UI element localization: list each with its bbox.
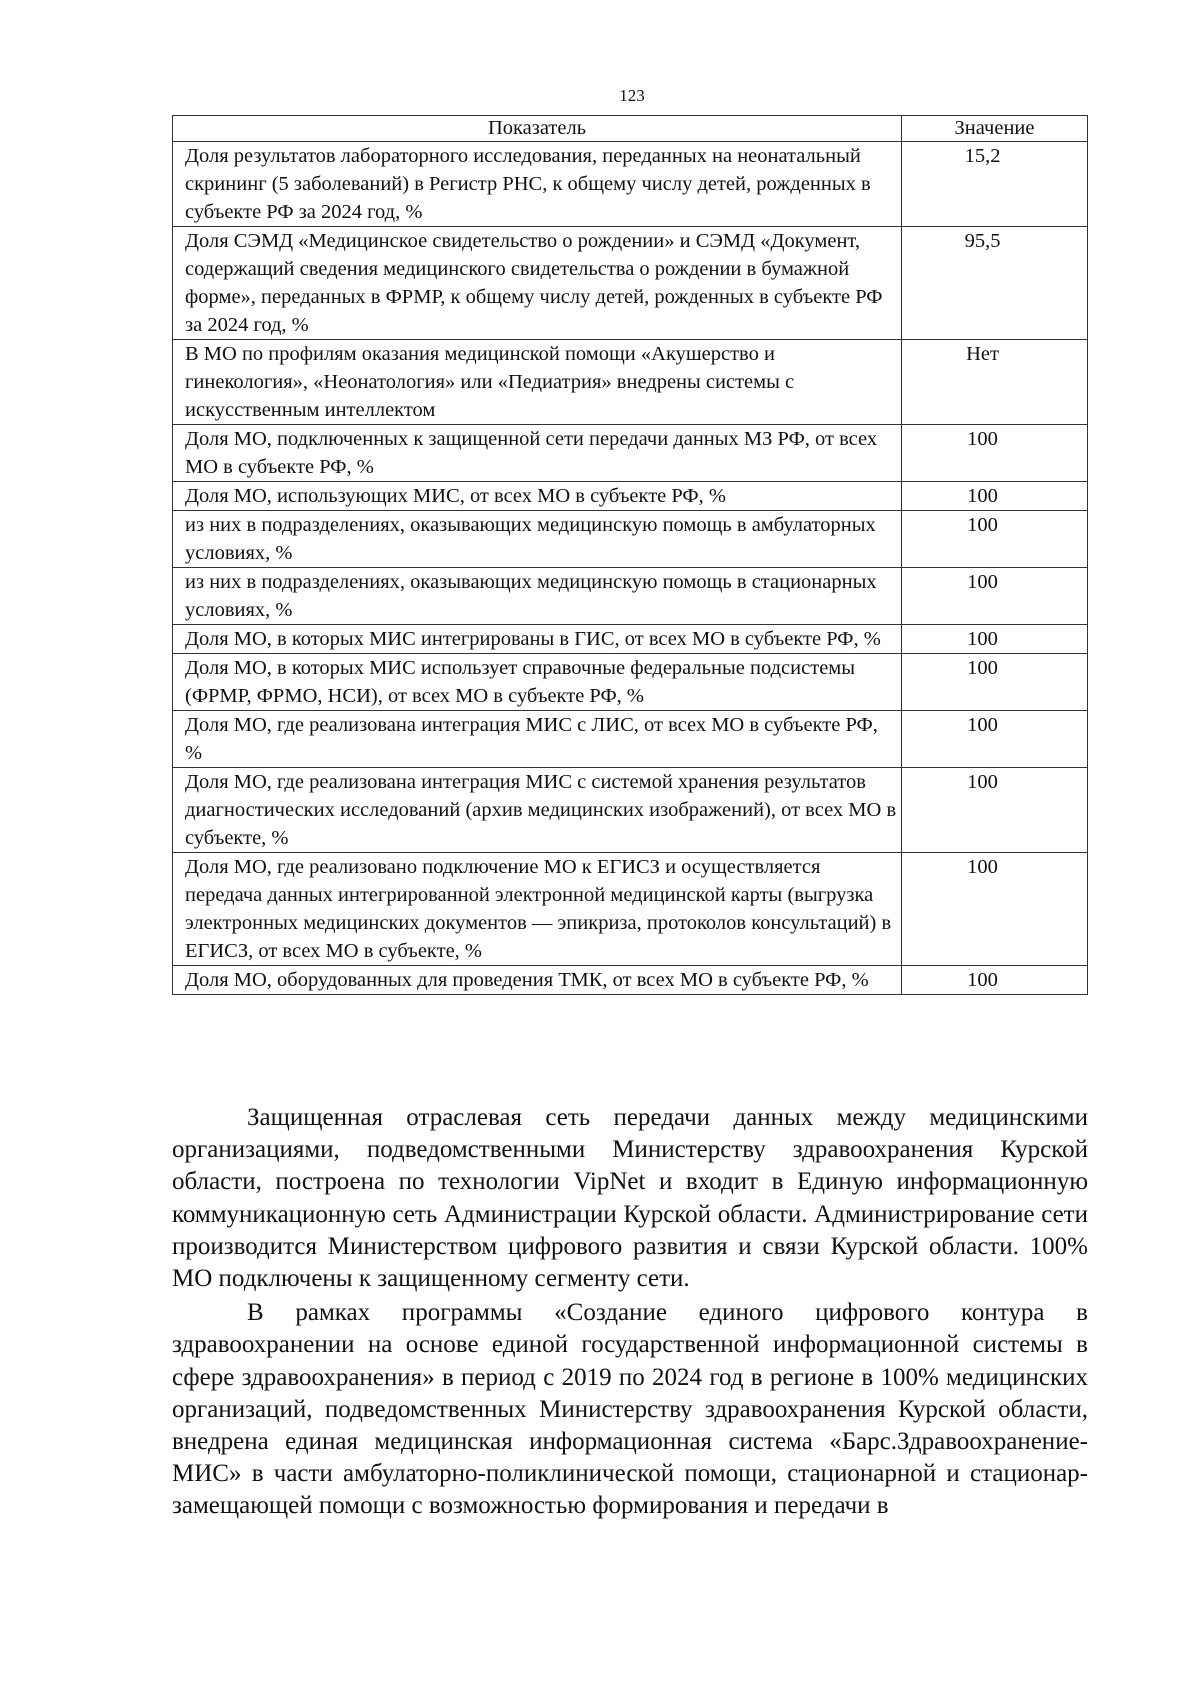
value-cell: 100 [902,625,1088,654]
indicator-cell: Доля МО, в которых МИС использует справочные федеральные подсистемы (ФРМР, ФРМО, НСИ), от всех МО в субъекте РФ, % [173,654,902,711]
table-header-row [173,116,1088,142]
indicator-cell: из них в подразделениях, оказывающих медицинскую помощь в амбулаторных условиях, % [173,511,902,568]
value-cell: 100 [902,425,1088,482]
paragraph: Защищенная отраслевая сеть передачи данных между медицинскими организациями, подведомственными Министерству здравоохранения Курской области, построена по технологии VipNet и входит в Единую информационную коммуникационную сеть Администрации Курской области. Администрирование сети производится Министерством цифрового развития и связи Курской области. 100% МО подключены к защищенному сегменту сети. [172,1104,1088,1293]
header-indicator: Показатель [173,116,902,142]
table-row [173,482,1088,511]
value-cell: 100 [902,711,1088,768]
body-text [172,1102,1088,1525]
indicator-cell: Доля МО, подключенных к защищенной сети передачи данных МЗ РФ, от всех МО в субъекте РФ, % [173,425,902,482]
value-cell: 100 [902,768,1088,853]
table-row [173,853,1088,966]
table-row [173,654,1088,711]
value-cell: Нет [902,340,1088,425]
indicator-cell: Доля МО, оборудованных для проведения ТМК, от всех МО в субъекте РФ, % [173,966,902,995]
indicator-cell: В МО по профилям оказания медицинской помощи «Акушерство и гинекология», «Неонатология» или «Педиатрия» внедрены системы с искусственным интеллектом [173,340,902,425]
value-cell: 100 [902,568,1088,625]
indicator-cell: Доля МО, где реализована интеграция МИС с системой хранения результатов диагностических исследований (архив медицинских изображений), от всех МО в субъекте, % [173,768,902,853]
table-row [173,568,1088,625]
value-cell: 100 [902,654,1088,711]
table-row [173,340,1088,425]
indicator-cell: Доля МО, использующих МИС, от всех МО в субъекте РФ, % [173,482,902,511]
table-row [173,966,1088,995]
table-row [173,768,1088,853]
table-row [173,142,1088,227]
indicator-cell: Доля результатов лабораторного исследования, переданных на неонатальный скрининг (5 заболеваний) в Регистр РНС, к общему числу детей, рожденных в субъекте РФ за 2024 год, % [173,142,902,227]
indicator-cell: Доля СЭМД «Медицинское свидетельство о рождении» и СЭМД «Документ, содержащий сведения медицинского свидетельства о рождении в бумажной форме», переданных в ФРМР, к общему числу детей, рожденных в субъекте РФ за 2024 год, % [173,227,902,340]
value-cell: 15,2 [902,142,1088,227]
table-row [173,511,1088,568]
value-cell: 100 [902,966,1088,995]
indicator-cell: Доля МО, в которых МИС интегрированы в ГИС, от всех МО в субъекте РФ, % [173,625,902,654]
table-row [173,425,1088,482]
indicator-cell: из них в подразделениях, оказывающих медицинскую помощь в стационарных условиях, % [173,568,902,625]
value-cell: 95,5 [902,227,1088,340]
indicators-table [172,115,1088,995]
table-row [173,227,1088,340]
header-value: Значение [902,116,1088,142]
indicator-cell: Доля МО, где реализовано подключение МО к ЕГИСЗ и осуществляется передача данных интегрированной электронной медицинской карты (выгрузка электронных медицинских документов — эпикриза, протоколов консультаций) в ЕГИСЗ, от всех МО в субъекте, % [173,853,902,966]
value-cell: 100 [902,482,1088,511]
table-row [173,625,1088,654]
page-number: 123 [619,86,645,105]
table-body [173,142,1088,995]
indicator-cell: Доля МО, где реализована интеграция МИС с ЛИС, от всех МО в субъекте РФ, % [173,711,902,768]
paragraph: В рамках программы «Создание единого цифрового контура в здравоохранении на основе единой государственной информационной системы в сфере здравоохранения» в период с 2019 по 2024 год в регионе в 100% медицинских организаций, подведомственных Министерству здравоохранения Курской области, внедрена единая медицинская информационная система «Барс.Здравоохранение-МИС» в части амбулаторно-поликлинической помощи, стационарной и стационар-замещающей помощи с возможностью формирования и передачи в [172,1299,1088,1520]
table-row [173,711,1088,768]
value-cell: 100 [902,853,1088,966]
value-cell: 100 [902,511,1088,568]
